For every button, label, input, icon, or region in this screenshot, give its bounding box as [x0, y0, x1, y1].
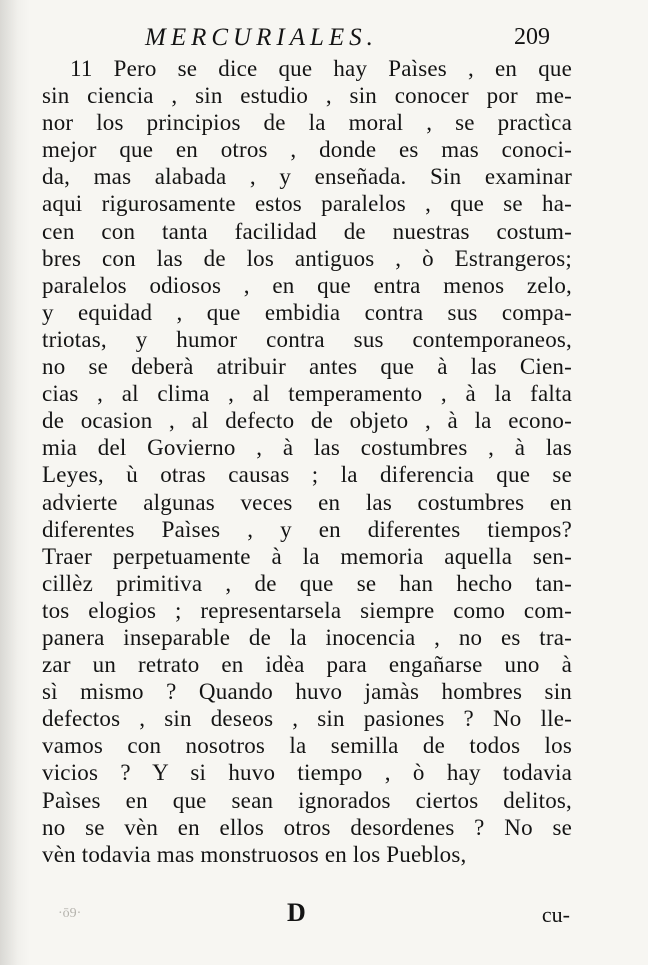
text-line: Traer perpetuamente à la memoria aquella sen- — [42, 543, 572, 569]
text-line: paralelos odiosos , en que entra menos zelo, — [42, 272, 572, 298]
text-line: cen con tanta facilidad de nuestras costum- — [42, 218, 572, 244]
catchword: cu- — [541, 902, 570, 927]
text-line: sin ciencia , sin estudio , sin conocer por me- — [42, 83, 572, 109]
text-line: y equidad , que embidia contra sus compa- — [42, 299, 572, 325]
text-line: Leyes, ù otras causas ; la diferencia que se — [42, 462, 572, 488]
page-number: 209 — [514, 24, 550, 50]
text-line: nor los principios de la moral , se practìca — [42, 110, 572, 136]
text-line: da, mas alabada , y enseñada. Sin examinar — [42, 164, 572, 190]
running-title: MERCURIALES. — [145, 24, 378, 51]
text-line: advierte algunas veces en las costumbres en — [42, 489, 572, 515]
text-line: vamos con nosotros la semilla de todos los — [42, 733, 572, 759]
text-line: sì mismo ? Quando huvo jamàs hombres sin — [42, 679, 572, 705]
text-line: no se vèn en ellos otros desordenes ? No se — [42, 814, 572, 840]
text-line: vèn todavia mas monstruosos en los Pueblos, — [42, 841, 467, 867]
text-line: de ocasion , al defecto de objeto , à la econo- — [42, 408, 572, 434]
body-text — [42, 55, 572, 868]
text-line: mejor que en otros , donde es mas conoci- — [42, 137, 572, 163]
text-line: diferentes Paìses , y en diferentes tiempos? — [42, 516, 572, 542]
text-line: bres con las de los antiguos , ò Estrangeros; — [42, 245, 572, 271]
page-footer — [40, 898, 570, 934]
text-line: triotas, y humor contra sus contemporaneos, — [42, 326, 572, 352]
text-line: mia del Govierno , à las costumbres , à las — [42, 435, 572, 461]
text-line: no se deberà atribuir antes que à las Cien- — [42, 354, 572, 380]
text-line: panera inseparable de la inocencia , no es tra- — [42, 624, 572, 650]
signature-mark: D — [287, 898, 306, 927]
page-header — [135, 18, 550, 58]
text-line: aqui rigurosamente estos paralelos , que se ha- — [42, 191, 572, 217]
text-line: cias , al clima , al temperamento , à la falta — [42, 381, 572, 407]
text-line: vicios ? Y si huvo tiempo , ò hay todavia — [42, 760, 572, 786]
text-line: zar un retrato en idèa para engañarse uno à — [42, 652, 572, 678]
text-line: 11 Pero se dice que hay Paìses , en que — [70, 56, 572, 81]
bleed-through-mark: ·ō9· — [58, 906, 82, 921]
text-line: tos elogios ; representarsela siempre como com- — [42, 597, 572, 623]
gutter-shadow — [0, 0, 30, 965]
text-line: Paìses en que sean ignorados ciertos delitos, — [42, 787, 572, 813]
text-line: cillèz primitiva , de que se han hecho tan- — [42, 570, 572, 596]
text-line: defectos , sin deseos , sin pasiones ? No lle- — [42, 706, 572, 732]
